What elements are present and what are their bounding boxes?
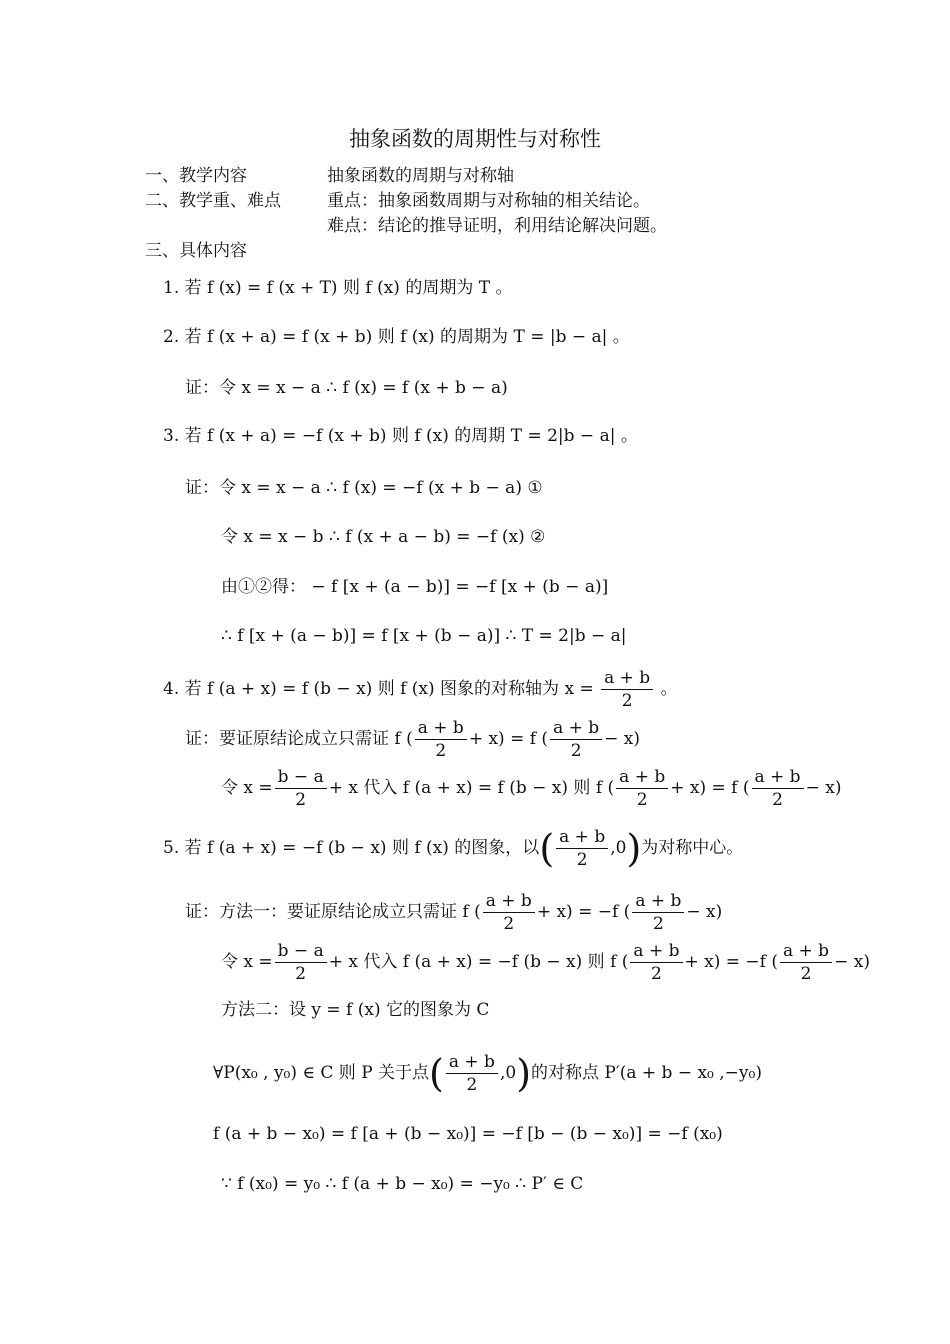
item-3-proof-1: 证：令 x = x − a ∴ f (x) = −f (x + b − a) ① — [185, 478, 543, 498]
section-3-label: 三、具体内容 — [145, 241, 247, 261]
item-4-proof-2: 令 x = $\frac{b - a}{2}$ + x 代入 f (a + x) = f (b − x) 则 f ( $\frac{a + b}{2}$ + x) = f ( $\frac{a + b}{2}$ − x) — [221, 767, 842, 810]
item-5-proof-2: 令 x = $\frac{b - a}{2}$ + x 代入 f (a + x) = −f (b − x) 则 f ( $\frac{a + b}{2}$ + x) = −f ( $\frac{a + b}{2}$ − x) — [221, 941, 870, 984]
item-5-method-2: 方法二：设 y = f (x) 它的图象为 C — [221, 1000, 490, 1020]
item-5-method-2-point: ∀P(x₀ , y₀) ∈ C 则 P 关于点( $\frac{a + b}{2}$ ,0)的对称点 P′(a + b − x₀ ,−y₀) — [213, 1051, 762, 1096]
item-3-proof-2: 令 x = x − b ∴ f (x + a − b) = −f (x) ② — [221, 527, 546, 547]
item-5: 5. 若 f (a + x) = −f (b − x) 则 f (x) 的图象，以( $\frac{a + b}{2}$ ,0)为对称中心。 — [163, 826, 744, 871]
section-1-value: 抽象函数的周期与对称轴 — [327, 166, 514, 186]
item-5-method-2-eq: f (a + b − x₀) = f [a + (b − x₀)] = −f [b − (b − x₀)] = −f (x₀) — [213, 1124, 723, 1144]
fraction-a-plus-b-over-2: $\frac{a + b}{2}$ — [601, 667, 653, 712]
item-5-proof-1: 证：方法一：要证原结论成立只需证 f ( $\frac{a + b}{2}$ + x) = −f ( $\frac{a + b}{2}$ − x) — [185, 891, 723, 934]
item-3-proof-3: 由①②得： − f [x + (a − b)] = −f [x + (b − a)] — [221, 577, 609, 597]
item-3-proof-4: ∴ f [x + (a − b)] = f [x + (b − a)] ∴ T = 2|b − a| — [221, 626, 627, 646]
item-2-proof: 证：令 x = x − a ∴ f (x) = f (x + b − a) — [185, 378, 508, 398]
section-1-label: 一、教学内容 — [145, 166, 247, 186]
item-2: 2. 若 f (x + a) = f (x + b) 则 f (x) 的周期为 T = |b − a| 。 — [163, 327, 630, 347]
item-5-method-2-conclusion: ∵ f (x₀) = y₀ ∴ f (a + b − x₀) = −y₀ ∴ P′ ∈ C — [221, 1174, 584, 1194]
item-3: 3. 若 f (x + a) = −f (x + b) 则 f (x) 的周期 T = 2|b − a| 。 — [163, 426, 638, 446]
section-2-label: 二、教学重、难点 — [145, 191, 281, 211]
page-title: 抽象函数的周期性与对称性 — [349, 127, 601, 151]
item-4: 4. 若 f (a + x) = f (b − x) 则 f (x) 图象的对称轴为 x = $\frac{a + b}{2}$ 。 — [163, 668, 678, 711]
section-2-difficulties: 难点：结论的推导证明，利用结论解决问题。 — [327, 216, 667, 236]
section-2-key-points: 重点：抽象函数周期与对称轴的相关结论。 — [327, 191, 650, 211]
item-4-proof-1: 证：要证原结论成立只需证 f ( $\frac{a + b}{2}$ + x) = f ( $\frac{a + b}{2}$ − x) — [185, 718, 641, 761]
item-1: 1. 若 f (x) = f (x + T) 则 f (x) 的周期为 T 。 — [163, 278, 513, 298]
